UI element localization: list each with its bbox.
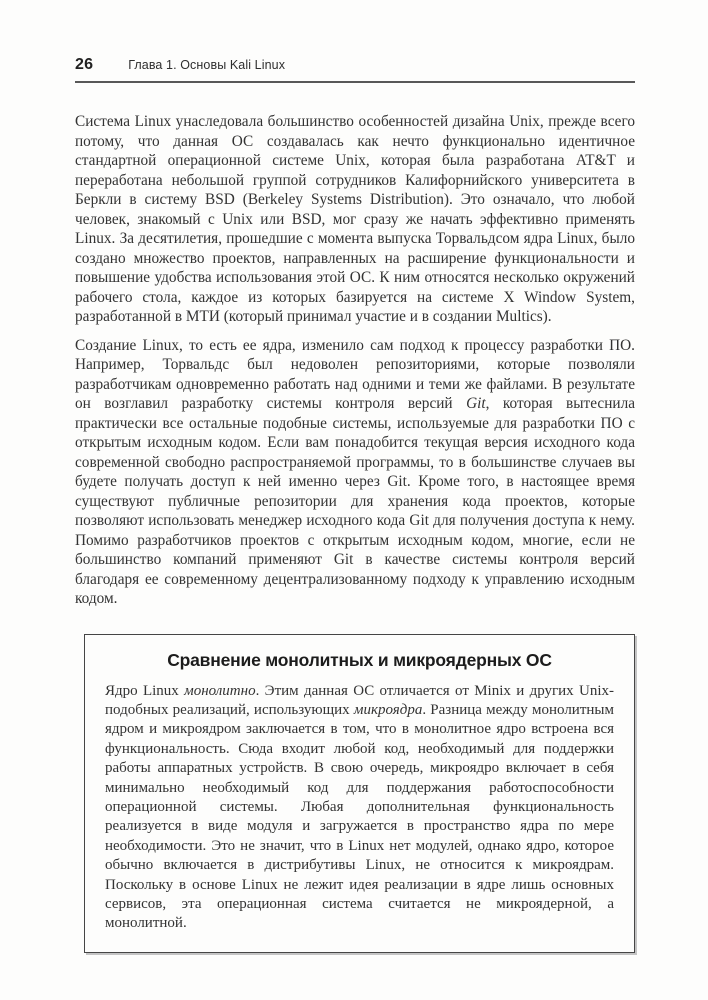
- info-box-title: Сравнение монолитных и микроядерных ОС: [167, 649, 552, 670]
- body-text: [75, 112, 635, 609]
- info-box-text: Ядро Linux монолитно. Этим данная ОС отличается от Minix и других Unix-подобных реализаций, использующих микроядра. Разница между монолитным ядром и микроядром заключается в том, что в монолитное ядро встроена вся функциональность. Сюда входит любой код, необходимый для поддержки работы аппаратных устройств. В свою очередь, микроядро включает в себя минимально необходимый код для поддержания работоспособности операционной системы. Любая дополнительная функциональность реализуется в виде модуля и загружается в пространство ядра по мере необходимости. Это не значит, что в Linux нет модулей, однако ядро, которое обычно включается в дистрибутивы Linux, не относится к микроядрам. Поскольку в основе Linux не лежит идея реализации в ядре лишь основных сервисов, эта операционная система считается не микроядерной, а монолитной.: [105, 682, 615, 932]
- info-box: [84, 634, 635, 953]
- body-paragraph-2: Создание Linux, то есть ее ядра, изменило сам подход к процессу разработки ПО. Например, Торвальдс был недоволен репозиториями, которые позволяли разработчикам одновременно работать над одними и теми же файлами. В результате он возглавил разработку системы контроля версий Git, которая вытеснила практически все остальные подобные системы, используемые для разработки ПО с открытым исходным кодом. Если вам понадобится текущая версия исходного кода современной свободно распространяемой программы, то в большинстве случаев вы будете получать доступ к ней именно через Git. Кроме того, в настоящее время существуют публичные репозитории для хранения кода проектов, которые позволяют использовать менеджер исходного кода Git для получения доступа к нему. Помимо разработчиков проектов с открытым исходным кодом, многие, если не большинство компаний применяют Git в качестве системы контроля версий благодаря ее современному децентрализованному подходу к управлению исходным кодом.: [75, 336, 635, 607]
- page-number: 26: [75, 56, 94, 73]
- page-content: [75, 0, 635, 953]
- body-paragraph-1: Система Linux унаследовала большинство особенностей дизайна Unix, прежде всего потому, что данная ОС создавалась как нечто функционально идентичное стандартной операционной системе Unix, которая была разработана AT&T и переработана небольшой группой сотрудников Калифорнийского университета в Беркли в систему BSD (Berkeley Systems Distribution). Это означало, что любой человек, знакомый с Unix или BSD, мог сразу же начать эффективно применять Linux. За десятилетия, прошедшие с момента выпуска Торвальдсом ядра Linux, было создано множество проектов, направленных на расширение функциональности и повышение удобства использования этой ОС. К ним относятся несколько окружений рабочего стола, каждое из которых базируется на системе X Window System, разработанной в МТИ (который принимал участие и в создании Multics).: [75, 113, 635, 325]
- page-header: [75, 0, 635, 83]
- chapter-running-title: Глава 1. Основы Kali Linux: [128, 58, 286, 72]
